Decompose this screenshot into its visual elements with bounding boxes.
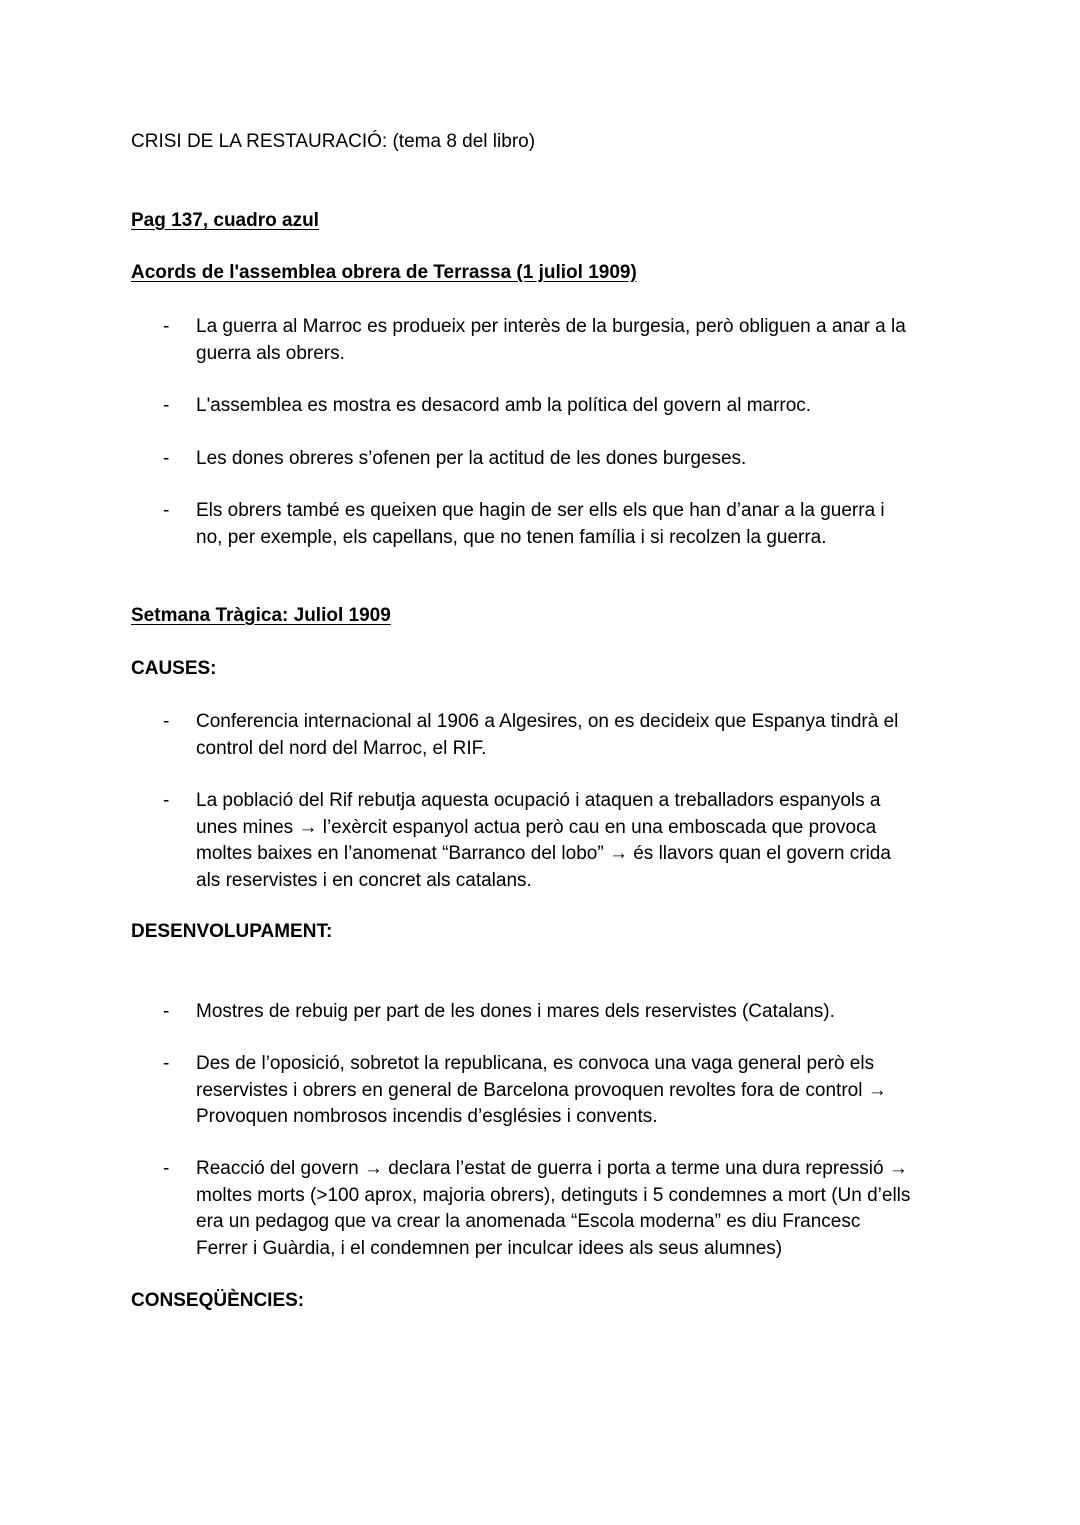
text-line: Provoquen nombrosos incendis d’esglésies i convents. <box>196 1106 658 1127</box>
bullet-dash: - <box>163 316 170 337</box>
text-line: era un pedagog que va crear la anomenada “Escola moderna” es diu Francesc <box>196 1211 861 1232</box>
text-line: control del nord del Marroc, el RIF. <box>196 737 487 759</box>
bullet-dash: - <box>163 1001 170 1022</box>
text-line: Conferencia internacional al 1906 a Algesires, on es decideix que Espanya tindrà el <box>196 711 899 732</box>
list-item-text <box>196 393 811 420</box>
text-line: Reacció del govern → declara l’estat de guerra i porta a terme una dura repressió → <box>196 1158 908 1179</box>
text-line: La població del Rif rebutja aquesta ocupació i ataquen a treballadors espanyols a <box>196 790 881 811</box>
text-line: Les dones obreres s’ofenen per la actitud de les dones burgeses. <box>196 448 747 469</box>
consequencies-heading: CONSEQÜÈNCIES: <box>131 1290 305 1311</box>
text-line: reservistes i obrers en general de Barcelona provoquen revoltes fora de control → <box>196 1079 887 1101</box>
bullet-dash: - <box>163 790 170 811</box>
list-item-text <box>196 788 891 894</box>
text-line: unes mines → l’exèrcit espanyol actua però cau en una emboscada que provoca <box>196 816 877 838</box>
causes-heading: CAUSES: <box>131 658 217 679</box>
text-line: Mostres de rebuig per part de les dones i mares dels reservistes (Catalans). <box>196 1001 835 1022</box>
bullet-dash: - <box>163 448 170 469</box>
list-item-text <box>196 1051 887 1131</box>
list-item-text <box>196 314 906 367</box>
list-item-text <box>196 1156 910 1262</box>
desenvolupament-heading: DESENVOLUPAMENT: <box>131 921 333 942</box>
bullet-dash: - <box>163 395 170 416</box>
bullet-dash: - <box>163 1158 170 1179</box>
text-line: L'assemblea es mostra es desacord amb la política del govern al marroc. <box>196 395 812 416</box>
text-line: no, per exemple, els capellans, que no tenen família i si recolzen la guerra. <box>196 526 827 548</box>
text-line: moltes morts (>100 aprox, majoria obrers), detinguts i 5 condemnes a mort (Un d’ells <box>196 1184 911 1206</box>
text-line: La guerra al Marroc es produeix per interès de la burgesia, però obliguen a anar a la <box>196 316 906 337</box>
list-item-text <box>196 999 835 1026</box>
document-title: CRISI DE LA RESTAURACIÓ: (tema 8 del libro) <box>131 131 536 152</box>
text-line: Ferrer i Guàrdia, i el condemnen per inculcar idees als seus alumnes) <box>196 1237 783 1259</box>
text-line: moltes baixes en l’anomenat “Barranco del lobo” → és llavors quan el govern crida <box>196 843 891 864</box>
list-item-text <box>196 498 885 551</box>
text-line: Des de l’oposició, sobretot la republicana, es convoca una vaga general però els <box>196 1053 875 1074</box>
text-line: guerra als obrers. <box>196 342 345 364</box>
list-item-text <box>196 446 746 473</box>
text-line: Els obrers també es queixen que hagin de ser ells els que han d’anar a la guerra i <box>196 500 885 521</box>
bullet-dash: - <box>163 1053 170 1074</box>
text-line: als reservistes i en concret als catalans. <box>196 869 532 891</box>
assembly-heading: Acords de l'assemblea obrera de Terrassa (1 juliol 1909) <box>131 262 637 283</box>
setmana-tragica-heading: Setmana Tràgica: Juliol 1909 <box>131 605 391 626</box>
bullet-dash: - <box>163 711 170 732</box>
page-reference-heading: Pag 137, cuadro azul <box>131 210 319 231</box>
bullet-dash: - <box>163 500 170 521</box>
list-item-text <box>196 709 898 762</box>
